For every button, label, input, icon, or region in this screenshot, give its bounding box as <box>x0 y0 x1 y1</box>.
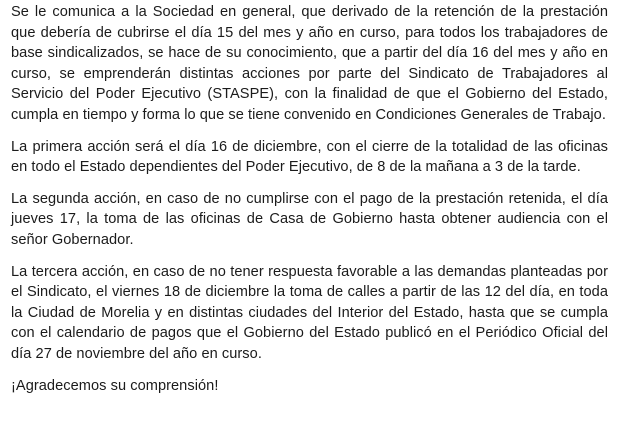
paragraph-second-action: La segunda acción, en caso de no cumplirse con el pago de la prestación retenida, el día jueves 17, la toma de las oficinas de Casa de Gobierno hasta obtener audiencia con el señor Gobernador. <box>11 190 608 248</box>
closing-line: ¡Agradecemos su comprensión! <box>11 377 219 394</box>
paragraph-announcement: Se le comunica a la Sociedad en general, que derivado de la retención de la prestación que debería de cubrirse el día 15 del mes y año en curso, para todos los trabajadores de base sindicalizados, se hace de su conocimiento, que a partir del día 16 del mes y año en curso, se emprenderán distintas acciones por parte del Sindicato de Trabajadores al Servicio del Poder Ejecutivo (STASPE), con la finalidad de que el Gobierno del Estado, cumpla en tiempo y forma lo que se tiene convenido en Condiciones Generales de Trabajo. <box>11 4 608 123</box>
paragraph-third-action: La tercera acción, en caso de no tener respuesta favorable a las demandas planteadas por el Sindicato, el viernes 18 de diciembre la toma de calles a partir de las 12 del día, en toda la Ciudad de Morelia y en distintas ciudades del Interior del Estado, hasta que se cumpla con el calendario de pagos que el Gobierno del Estado publicó en el Periódico Oficial del día 27 de noviembre del año en curso. <box>11 263 608 362</box>
paragraph-first-action: La primera acción será el día 16 de diciembre, con el cierre de la totalidad de las oficinas en todo el Estado dependientes del Poder Ejecutivo, de 8 de la mañana a 3 de la tarde. <box>11 138 608 176</box>
